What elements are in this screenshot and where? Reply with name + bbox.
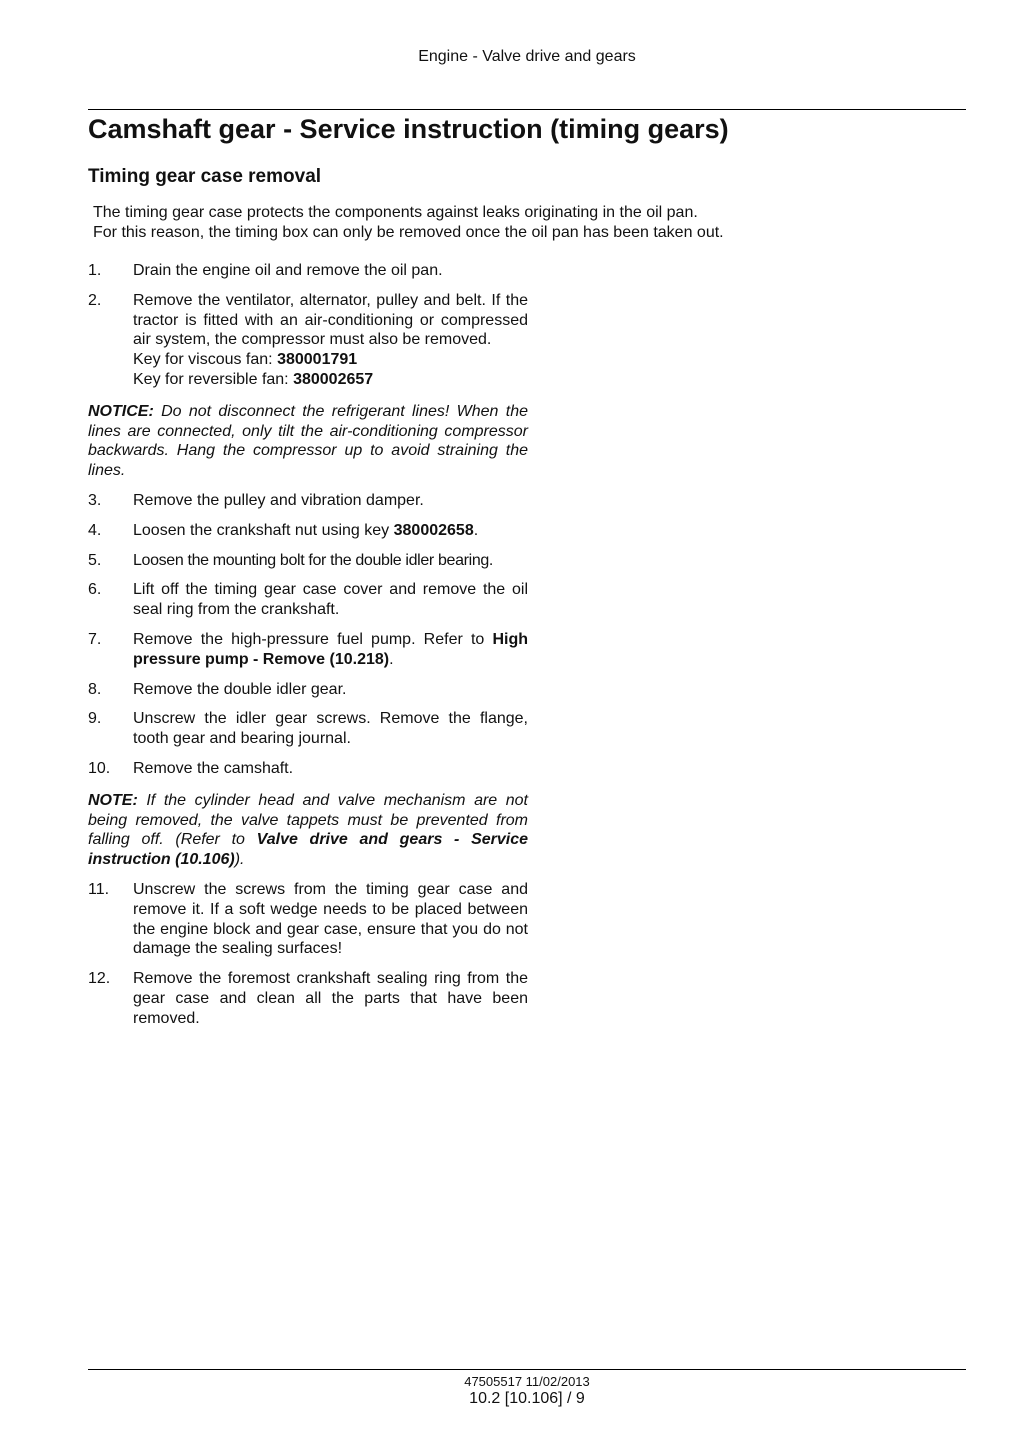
cross-reference-link[interactable]: High pressure pump - Remove (10.218) [133,630,528,668]
key-value: 380001791 [277,351,358,369]
step-number: 8. [88,680,102,698]
step-2 [88,291,528,390]
key-viscous-fan [133,350,528,370]
key-label: Key for viscous fan: [133,351,273,369]
footer-rule [88,1369,966,1370]
step-text: Drain the engine oil and remove the oil pan. [133,262,443,279]
page-number: 10.2 [10.106] / 9 [469,1390,585,1407]
header-rule [88,109,966,110]
key-value: 380002658 [393,521,474,539]
step-number: 1. [88,262,102,279]
step-text: Remove the high-pressure fuel pump. Refer to [133,630,485,648]
step-number: 4. [88,521,102,539]
step-number: 11. [88,880,110,898]
step-number: 2. [88,291,102,309]
step-number: 12. [88,970,111,988]
step-number: 9. [88,710,102,728]
step-10 [88,759,528,779]
step-text: Remove the double idler gear. [133,680,347,698]
step-text-container [133,291,528,390]
key-value: 380002657 [293,370,374,388]
section-subtitle: Timing gear case removal [88,166,322,187]
intro-line: The timing gear case protects the components against leaks originating in the oil pan. [93,204,698,221]
step-text: Remove the ventilator, alternator, pulley and belt. If the tractor is fitted with an air-conditioning or compressed air system, the compressor must also be removed. [133,291,528,349]
step-text: Unscrew the idler gear screws. Remove the flange, tooth gear and bearing journal. [133,710,528,748]
notice-label: NOTICE: [88,402,154,420]
procedure-column [88,261,528,1039]
key-reversible-fan [133,370,528,390]
step-end: . [473,521,479,539]
step-number: 7. [88,630,102,648]
intro-line: For this reason, the timing box can only be removed once the oil pan has been taken out. [93,224,724,241]
step-text: Loosen the mounting bolt for the double idler bearing. [133,551,494,569]
step-8 [88,680,528,700]
key-label: Key for reversible fan: [133,370,289,388]
step-number: 10. [88,759,111,777]
running-header: Engine - Valve drive and gears [418,48,636,65]
step-text: Remove the foremost crankshaft sealing ring from the gear case and clean all the parts that have been removed. [133,970,528,1027]
step-text: Remove the pulley and vibration damper. [133,491,424,509]
step-12 [88,969,528,1028]
cross-reference-link[interactable]: Valve drive and gears - Service instruction (10.106) [88,831,529,869]
step-1 [88,261,528,281]
step-number: 6. [88,581,102,599]
step-text: Loosen the crankshaft nut using key [133,521,390,539]
step-text: Unscrew the screws from the timing gear case and remove it. If a soft wedge needs to be placed between the engine block and gear case, ensure that you do not damage the sealing surfaces! [133,880,528,958]
notice-text: Do not disconnect the refrigerant lines! When the lines are connected, only tilt the air-conditioning compressor backwards. Hang the compressor up to avoid straining the lines. [88,402,528,480]
step-4 [88,521,528,541]
step-9 [88,709,528,749]
step-end: . [389,650,394,668]
step-number: 3. [88,491,102,509]
step-5 [88,551,528,571]
note-text: If the cylinder head and valve mechanism are not being removed, the valve tappets must be prevented from falling off. (Refer to [88,791,528,849]
note-end: ). [234,851,245,869]
document-code: 47505517 11/02/2013 [464,1374,590,1389]
intro-paragraph [93,203,893,243]
step-3 [88,491,528,511]
step-text: Lift off the timing gear case cover and remove the oil seal ring from the crankshaft. [133,581,528,619]
note-label: NOTE: [88,791,138,809]
step-6 [88,580,528,620]
notice-box [88,402,528,481]
step-7 [88,630,528,670]
step-11 [88,880,528,959]
page-title: Camshaft gear - Service instruction (timing gears) [88,114,729,144]
note-box [88,791,528,870]
step-text-container [133,521,528,541]
step-text-container [133,630,528,670]
step-text: Remove the camshaft. [133,759,294,777]
step-number: 5. [88,551,102,569]
